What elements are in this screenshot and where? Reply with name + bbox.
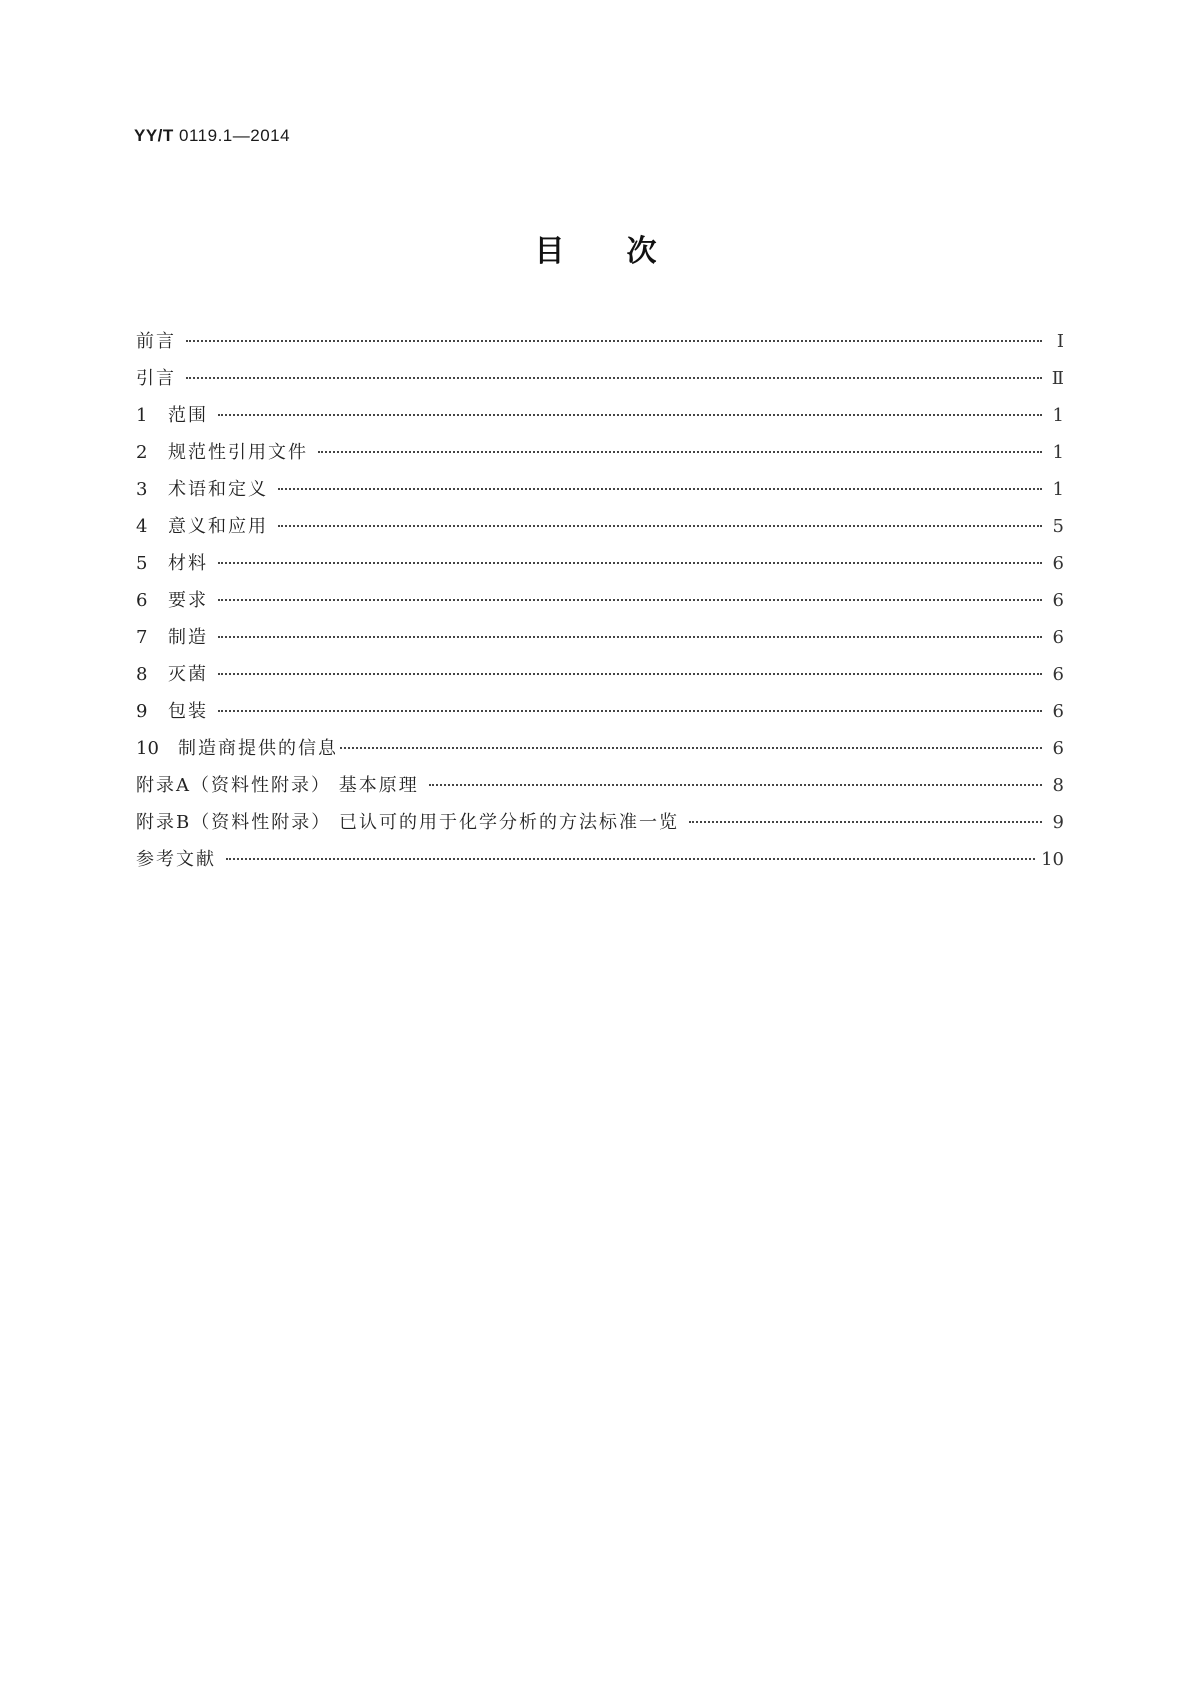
toc-leader-dots xyxy=(226,858,1035,860)
toc-title: 目次 xyxy=(534,234,719,269)
toc-entry-page: 1 xyxy=(1052,442,1064,463)
toc-entry-page: 6 xyxy=(1052,738,1064,759)
toc-entry-annex-a[interactable] xyxy=(136,771,1064,808)
toc-entry-bibliography[interactable] xyxy=(136,845,1064,882)
toc-entry-page: Ⅱ xyxy=(1051,368,1064,389)
toc-entry-number: 4 xyxy=(136,516,148,537)
toc-entry-page: Ⅰ xyxy=(1056,331,1064,352)
toc-entry-number: 3 xyxy=(136,479,148,500)
toc-entry-number: 1 xyxy=(136,405,148,426)
table-of-contents xyxy=(136,327,1064,882)
toc-entry-9[interactable] xyxy=(136,697,1064,734)
toc-leader-dots xyxy=(218,599,1042,601)
toc-entry-page: 8 xyxy=(1052,775,1064,796)
toc-entry-page: 6 xyxy=(1052,701,1064,722)
toc-entry-5[interactable] xyxy=(136,549,1064,586)
toc-leader-dots xyxy=(218,414,1042,416)
toc-entry-page: 6 xyxy=(1052,627,1064,648)
toc-entry-label: 附录B（资料性附录） 已认可的用于化学分析的方法标准一览 xyxy=(136,812,679,833)
toc-leader-dots xyxy=(186,377,1042,379)
toc-entry-label: 制造 xyxy=(168,627,208,648)
toc-entry-label: 前言 xyxy=(136,331,176,352)
toc-entry-number: 8 xyxy=(136,664,148,685)
document-code-prefix: YY/T xyxy=(134,126,174,145)
toc-leader-dots xyxy=(186,340,1042,342)
toc-entry-page: 6 xyxy=(1052,553,1064,574)
toc-entry-3[interactable] xyxy=(136,475,1064,512)
toc-leader-dots xyxy=(318,451,1042,453)
document-code xyxy=(134,126,290,146)
toc-entry-page: 5 xyxy=(1052,516,1064,537)
toc-entry-number: 10 xyxy=(136,738,159,759)
toc-entry-number: 7 xyxy=(136,627,148,648)
toc-entry-label: 灭菌 xyxy=(168,664,208,685)
toc-entry-10[interactable] xyxy=(136,734,1064,771)
toc-entry-page: 6 xyxy=(1052,664,1064,685)
toc-entry-number: 5 xyxy=(136,553,148,574)
toc-entry-6[interactable] xyxy=(136,586,1064,623)
toc-entry-label: 意义和应用 xyxy=(168,516,268,537)
toc-leader-dots xyxy=(429,784,1042,786)
toc-entry-page: 1 xyxy=(1052,479,1064,500)
toc-entry-page: 6 xyxy=(1052,590,1064,611)
toc-entry-label: 附录A（资料性附录） 基本原理 xyxy=(136,775,419,796)
toc-entry-introduction[interactable] xyxy=(136,364,1064,401)
toc-entry-label: 范围 xyxy=(168,405,208,426)
toc-entry-foreword[interactable] xyxy=(136,327,1064,364)
toc-leader-dots xyxy=(218,710,1042,712)
toc-leader-dots xyxy=(278,525,1042,527)
toc-leader-dots xyxy=(689,821,1042,823)
toc-entry-label: 制造商提供的信息 xyxy=(178,738,338,759)
toc-entry-1[interactable] xyxy=(136,401,1064,438)
toc-entry-number: 6 xyxy=(136,590,148,611)
toc-leader-dots xyxy=(218,673,1042,675)
document-code-number: 0119.1—2014 xyxy=(179,126,291,145)
toc-entry-number: 9 xyxy=(136,701,148,722)
toc-entry-label: 引言 xyxy=(136,368,176,389)
toc-entry-2[interactable] xyxy=(136,438,1064,475)
toc-entry-label: 要求 xyxy=(168,590,208,611)
toc-entry-page: 1 xyxy=(1052,405,1064,426)
toc-leader-dots xyxy=(218,636,1042,638)
toc-leader-dots xyxy=(278,488,1042,490)
toc-entry-label: 术语和定义 xyxy=(168,479,268,500)
toc-entry-number: 2 xyxy=(136,442,148,463)
toc-leader-dots xyxy=(218,562,1042,564)
toc-entry-annex-b[interactable] xyxy=(136,808,1064,845)
toc-entry-7[interactable] xyxy=(136,623,1064,660)
toc-leader-dots xyxy=(340,747,1042,749)
toc-entry-page: 9 xyxy=(1052,812,1064,833)
toc-entry-label: 规范性引用文件 xyxy=(168,442,308,463)
toc-entry-label: 材料 xyxy=(168,553,208,574)
toc-entry-8[interactable] xyxy=(136,660,1064,697)
toc-entry-label: 参考文献 xyxy=(136,849,216,870)
toc-entry-4[interactable] xyxy=(136,512,1064,549)
toc-entry-label: 包装 xyxy=(168,701,208,722)
toc-entry-page: 10 xyxy=(1041,849,1064,870)
